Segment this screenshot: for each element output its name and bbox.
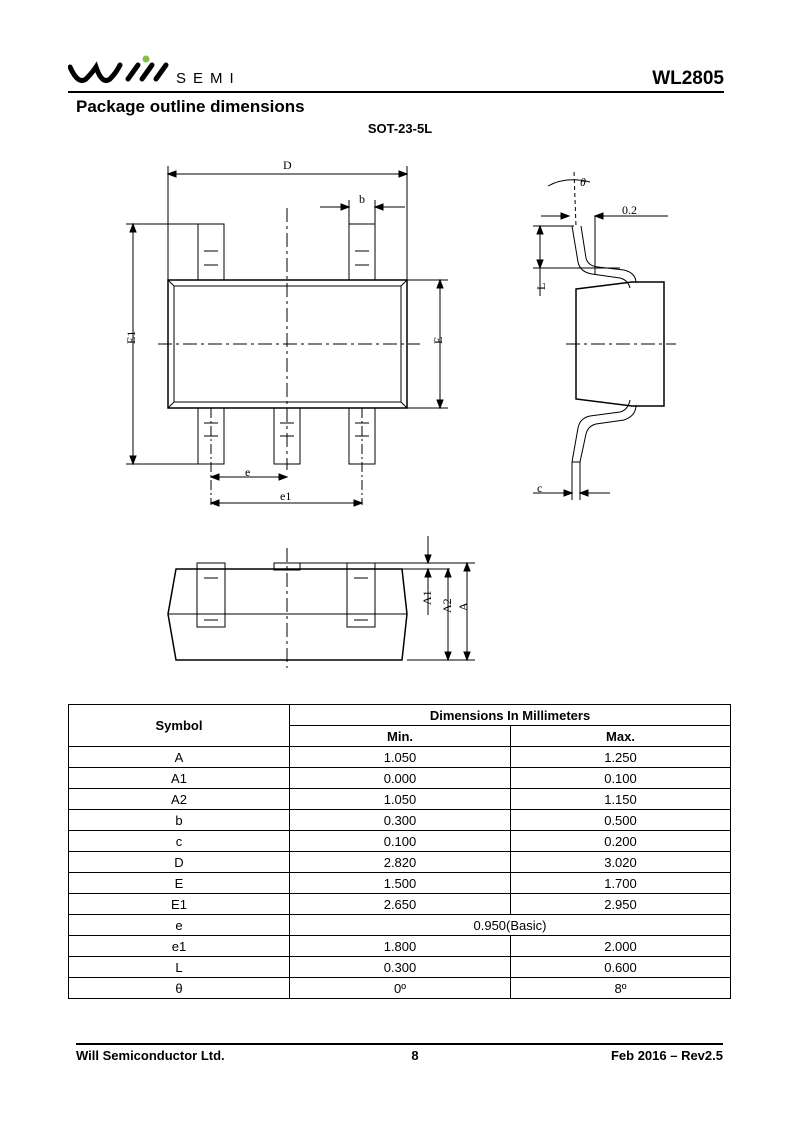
max-value-cell: 1.700 <box>511 873 731 894</box>
table-row <box>69 957 731 978</box>
label-e: e <box>245 465 251 479</box>
min-value-cell: 2.820 <box>290 852 511 873</box>
max-value-cell: 0.200 <box>511 831 731 852</box>
label-E1: E1 <box>124 330 138 344</box>
min-value-cell: 0º <box>290 978 511 999</box>
front-lead-left <box>197 563 225 627</box>
table-row <box>69 831 731 852</box>
table-row <box>69 894 731 915</box>
table-row <box>69 873 731 894</box>
symbol-cell: b <box>69 810 290 831</box>
label-A2: A2 <box>440 598 454 613</box>
table-row <box>69 936 731 957</box>
min-value-cell: 0.000 <box>290 768 511 789</box>
symbol-cell: e1 <box>69 936 290 957</box>
label-E: E <box>431 336 445 344</box>
basic-value-cell: 0.950(Basic) <box>290 915 731 936</box>
table-row <box>69 852 731 873</box>
max-value-cell: 2.950 <box>511 894 731 915</box>
dimensions-table <box>68 704 731 999</box>
footer-rule <box>76 1043 723 1045</box>
table-row <box>69 915 731 936</box>
symbol-cell: L <box>69 957 290 978</box>
symbol-cell: θ <box>69 978 290 999</box>
symbol-cell: A1 <box>69 768 290 789</box>
min-value-cell: 0.100 <box>290 831 511 852</box>
max-value-cell: 2.000 <box>511 936 731 957</box>
max-value-cell: 0.600 <box>511 957 731 978</box>
footer-page-number: 8 <box>411 1048 419 1063</box>
table-row <box>69 747 731 768</box>
max-value-cell: 8º <box>511 978 731 999</box>
section-title: Package outline dimensions <box>76 97 305 116</box>
label-c: c <box>537 481 543 495</box>
min-value-cell: 0.300 <box>290 957 511 978</box>
dimensions-table-body <box>69 747 731 999</box>
label-A1: A1 <box>420 590 434 605</box>
symbol-header: Symbol <box>69 705 290 747</box>
footer-company: Will Semiconductor Ltd. <box>76 1048 225 1063</box>
brand-text: SEMI <box>176 70 241 87</box>
max-header: Max. <box>511 726 731 747</box>
label-A: A <box>456 602 470 611</box>
symbol-cell: A <box>69 747 290 768</box>
max-value-cell: 1.150 <box>511 789 731 810</box>
table-row <box>69 789 731 810</box>
part-number: WL2805 <box>652 68 724 89</box>
package-name: SOT-23-5L <box>367 121 433 136</box>
label-e1: e1 <box>280 489 292 503</box>
min-header: Min. <box>290 726 511 747</box>
min-value-cell: 2.650 <box>290 894 511 915</box>
label-D: D <box>283 158 292 172</box>
upper-lead <box>572 226 630 288</box>
front-lead-right <box>347 563 375 627</box>
table-row <box>69 978 731 999</box>
footer-revision: Feb 2016 – Rev2.5 <box>610 1048 723 1063</box>
label-L: L <box>534 282 548 290</box>
label-gauge: 0.2 <box>622 203 637 217</box>
min-value-cell: 1.050 <box>290 747 511 768</box>
label-theta: θ <box>580 175 586 189</box>
min-value-cell: 1.050 <box>290 789 511 810</box>
min-value-cell: 1.800 <box>290 936 511 957</box>
dimensions-header: Dimensions In Millimeters <box>290 705 731 726</box>
symbol-cell: A2 <box>69 789 290 810</box>
lead-top-right <box>349 224 375 280</box>
symbol-cell: c <box>69 831 290 852</box>
symbol-cell: E <box>69 873 290 894</box>
lead-top-left <box>198 224 224 280</box>
table-row <box>69 810 731 831</box>
max-value-cell: 0.100 <box>511 768 731 789</box>
max-value-cell: 1.250 <box>511 747 731 768</box>
symbol-cell: e <box>69 915 290 936</box>
label-b: b <box>359 192 365 206</box>
min-value-cell: 0.300 <box>290 810 511 831</box>
symbol-cell: E1 <box>69 894 290 915</box>
symbol-cell: D <box>69 852 290 873</box>
min-value-cell: 1.500 <box>290 873 511 894</box>
top-view <box>126 166 448 506</box>
table-row <box>69 768 731 789</box>
max-value-cell: 3.020 <box>511 852 731 873</box>
side-view <box>533 172 676 500</box>
max-value-cell: 0.500 <box>511 810 731 831</box>
